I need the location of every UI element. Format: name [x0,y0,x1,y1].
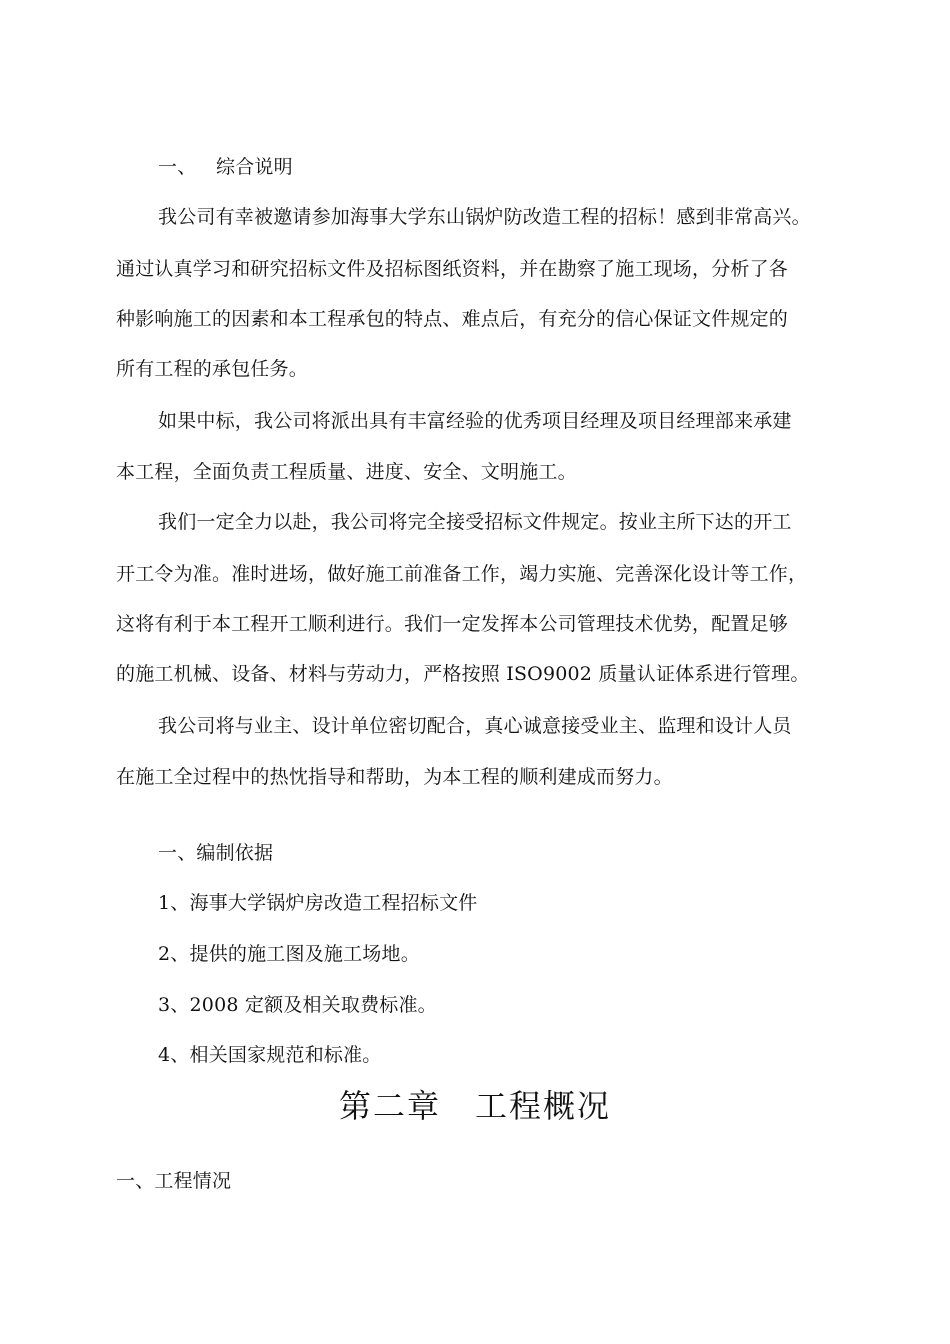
list-item: 2、提供的施工图及施工场地。 [158,943,420,965]
paragraph-line: 本工程，全面负责工程质量、进度、安全、文明施工。 [116,461,577,483]
paragraph-line: 所有工程的承包任务。 [116,358,309,380]
section-heading-summary [158,154,293,180]
section-heading-project: 一、工程情况 [116,1170,232,1192]
paragraph-line: 这将有利于本工程开工顺利进行。我们一定发挥本公司管理技术优势，配置足够 [116,613,789,635]
chapter-name: 工程概况 [475,1087,612,1125]
section-number: 一、 [158,156,197,178]
paragraph-line: 如果中标，我公司将派出具有丰富经验的优秀项目经理及项目经理部来承建 [158,410,792,432]
paragraph-line: 的施工机械、设备、材料与劳动力，严格按照 ISO9002 质量认证体系进行管理。 [116,663,810,685]
section-heading-basis: 一、编制依据 [158,842,274,864]
paragraph-line: 我们一定全力以赴，我公司将完全接受招标文件规定。按业主所下达的开工 [158,511,792,533]
paragraph-line: 种影响施工的因素和本工程承包的特点、难点后，有充分的信心保证文件规定的 [116,308,789,330]
list-item: 1、海事大学锅炉房改造工程招标文件 [158,892,478,914]
paragraph-line: 通过认真学习和研究招标文件及招标图纸资料，并在勘察了施工现场，分析了各 [116,258,789,280]
chapter-title [0,1086,950,1126]
paragraph-line: 我公司将与业主、设计单位密切配合，真心诚意接受业主、监理和设计人员 [158,715,792,737]
chapter-number: 第二章 [338,1087,441,1125]
section-title: 综合说明 [216,156,293,178]
paragraph-line: 在施工全过程中的热忱指导和帮助，为本工程的顺利建成而努力。 [116,766,673,788]
paragraph-line: 开工令为准。准时进场，做好施工前准备工作，竭力实施、完善深化设计等工作， [116,563,808,585]
list-item: 3、2008 定额及相关取费标准。 [158,994,437,1016]
list-item: 4、相关国家规范和标准。 [158,1044,382,1066]
paragraph-line: 我公司有幸被邀请参加海事大学东山锅炉防改造工程的招标！感到非常高兴。 [158,206,811,228]
